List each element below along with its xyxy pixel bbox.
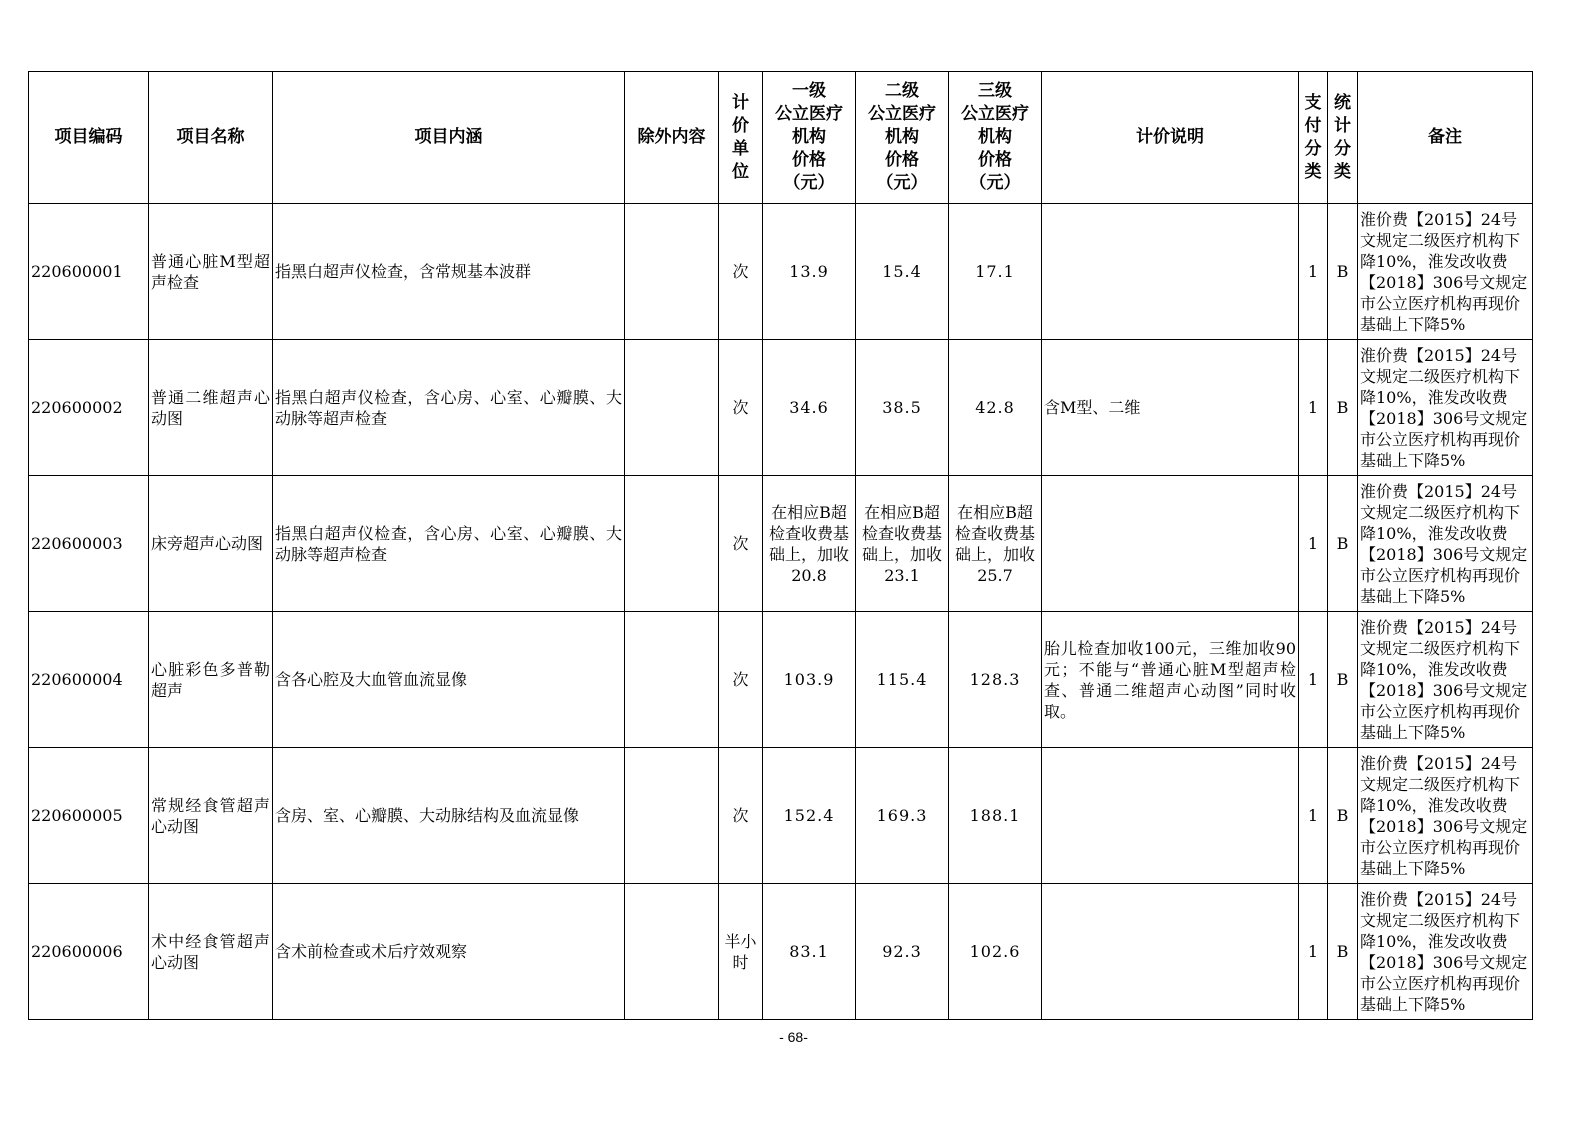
cell-exclude [625, 748, 719, 884]
header-note: 计价说明 [1042, 72, 1299, 204]
cell-unit: 次 [719, 612, 763, 748]
table-body [29, 204, 1533, 1020]
cell-code: 220600003 [29, 476, 149, 612]
cell-code: 220600001 [29, 204, 149, 340]
header-price-level3: 三级 公立医疗 机构 价格 （元） [949, 72, 1042, 204]
cell-stat: B [1328, 476, 1358, 612]
cell-content: 指黑白超声仪检查，含心房、心室、心瓣膜、大动脉等超声检查 [273, 340, 625, 476]
header-price-level1: 一级 公立医疗 机构 价格 （元） [763, 72, 856, 204]
cell-content: 含房、室、心瓣膜、大动脉结构及血流显像 [273, 748, 625, 884]
cell-remark: 淮价费【2015】24号文规定二级医疗机构下降10%，淮发改收费【2018】306号文规定市公立医疗机构再现价基础上下降5% [1358, 476, 1533, 612]
cell-price-level2: 15.4 [856, 204, 949, 340]
cell-remark: 淮价费【2015】24号文规定二级医疗机构下降10%，淮发改收费【2018】306号文规定市公立医疗机构再现价基础上下降5% [1358, 340, 1533, 476]
cell-unit: 次 [719, 204, 763, 340]
cell-content: 指黑白超声仪检查，含常规基本波群 [273, 204, 625, 340]
cell-code: 220600004 [29, 612, 149, 748]
header-stat: 统 计 分 类 [1328, 72, 1358, 204]
cell-code: 220600006 [29, 884, 149, 1020]
cell-price-level2: 169.3 [856, 748, 949, 884]
table-row [29, 884, 1533, 1020]
cell-price-level1: 152.4 [763, 748, 856, 884]
cell-pay: 1 [1299, 612, 1328, 748]
table-row [29, 340, 1533, 476]
cell-name: 床旁超声心动图 [149, 476, 273, 612]
header-price-level2: 二级 公立医疗 机构 价格 （元） [856, 72, 949, 204]
cell-price-level1: 83.1 [763, 884, 856, 1020]
cell-price-level1: 在相应B超检查收费基础上，加收20.8 [763, 476, 856, 612]
cell-price-level1: 13.9 [763, 204, 856, 340]
cell-price-level1: 34.6 [763, 340, 856, 476]
cell-name: 普通二维超声心动图 [149, 340, 273, 476]
cell-unit: 次 [719, 476, 763, 612]
price-table [28, 71, 1533, 1020]
cell-exclude [625, 340, 719, 476]
cell-remark: 淮价费【2015】24号文规定二级医疗机构下降10%，淮发改收费【2018】306号文规定市公立医疗机构再现价基础上下降5% [1358, 204, 1533, 340]
header-row [29, 72, 1533, 204]
table-row [29, 612, 1533, 748]
cell-unit: 半小时 [719, 884, 763, 1020]
page-number: - 68- [779, 1029, 808, 1045]
cell-price-level3: 188.1 [949, 748, 1042, 884]
cell-stat: B [1328, 204, 1358, 340]
cell-price-level3: 128.3 [949, 612, 1042, 748]
cell-name: 心脏彩色多普勒超声 [149, 612, 273, 748]
cell-unit: 次 [719, 748, 763, 884]
header-remark: 备注 [1358, 72, 1533, 204]
cell-exclude [625, 476, 719, 612]
cell-code: 220600002 [29, 340, 149, 476]
header-pay: 支 付 分 类 [1299, 72, 1328, 204]
cell-exclude [625, 884, 719, 1020]
header-unit: 计 价 单 位 [719, 72, 763, 204]
cell-price-level3: 在相应B超检查收费基础上，加收25.7 [949, 476, 1042, 612]
cell-content: 含术前检查或术后疗效观察 [273, 884, 625, 1020]
cell-stat: B [1328, 612, 1358, 748]
header-code: 项目编码 [29, 72, 149, 204]
cell-price-level2: 38.5 [856, 340, 949, 476]
table-row [29, 204, 1533, 340]
cell-name: 普通心脏M型超声检查 [149, 204, 273, 340]
cell-note [1042, 204, 1299, 340]
cell-remark: 淮价费【2015】24号文规定二级医疗机构下降10%，淮发改收费【2018】306号文规定市公立医疗机构再现价基础上下降5% [1358, 748, 1533, 884]
cell-pay: 1 [1299, 476, 1328, 612]
cell-price-level3: 42.8 [949, 340, 1042, 476]
cell-exclude [625, 204, 719, 340]
cell-price-level2: 在相应B超检查收费基础上，加收23.1 [856, 476, 949, 612]
header-content: 项目内涵 [273, 72, 625, 204]
cell-remark: 淮价费【2015】24号文规定二级医疗机构下降10%，淮发改收费【2018】306号文规定市公立医疗机构再现价基础上下降5% [1358, 884, 1533, 1020]
cell-stat: B [1328, 884, 1358, 1020]
table-row [29, 748, 1533, 884]
cell-stat: B [1328, 748, 1358, 884]
cell-price-level2: 92.3 [856, 884, 949, 1020]
cell-exclude [625, 612, 719, 748]
cell-code: 220600005 [29, 748, 149, 884]
header-exclude: 除外内容 [625, 72, 719, 204]
cell-unit: 次 [719, 340, 763, 476]
cell-pay: 1 [1299, 884, 1328, 1020]
cell-pay: 1 [1299, 340, 1328, 476]
table-header [29, 72, 1533, 204]
cell-content: 含各心腔及大血管血流显像 [273, 612, 625, 748]
cell-price-level3: 17.1 [949, 204, 1042, 340]
cell-name: 常规经食管超声心动图 [149, 748, 273, 884]
cell-pay: 1 [1299, 748, 1328, 884]
cell-pay: 1 [1299, 204, 1328, 340]
table-row [29, 476, 1533, 612]
cell-remark: 淮价费【2015】24号文规定二级医疗机构下降10%，淮发改收费【2018】306号文规定市公立医疗机构再现价基础上下降5% [1358, 612, 1533, 748]
cell-note [1042, 476, 1299, 612]
cell-price-level1: 103.9 [763, 612, 856, 748]
cell-name: 术中经食管超声心动图 [149, 884, 273, 1020]
cell-note: 含M型、二维 [1042, 340, 1299, 476]
cell-price-level2: 115.4 [856, 612, 949, 748]
cell-note [1042, 884, 1299, 1020]
cell-note [1042, 748, 1299, 884]
header-name: 项目名称 [149, 72, 273, 204]
cell-note: 胎儿检查加收100元，三维加收90元；不能与“普通心脏M型超声检查、普通二维超声心动图”同时收取。 [1042, 612, 1299, 748]
cell-content: 指黑白超声仪检查，含心房、心室、心瓣膜、大动脉等超声检查 [273, 476, 625, 612]
cell-stat: B [1328, 340, 1358, 476]
cell-price-level3: 102.6 [949, 884, 1042, 1020]
